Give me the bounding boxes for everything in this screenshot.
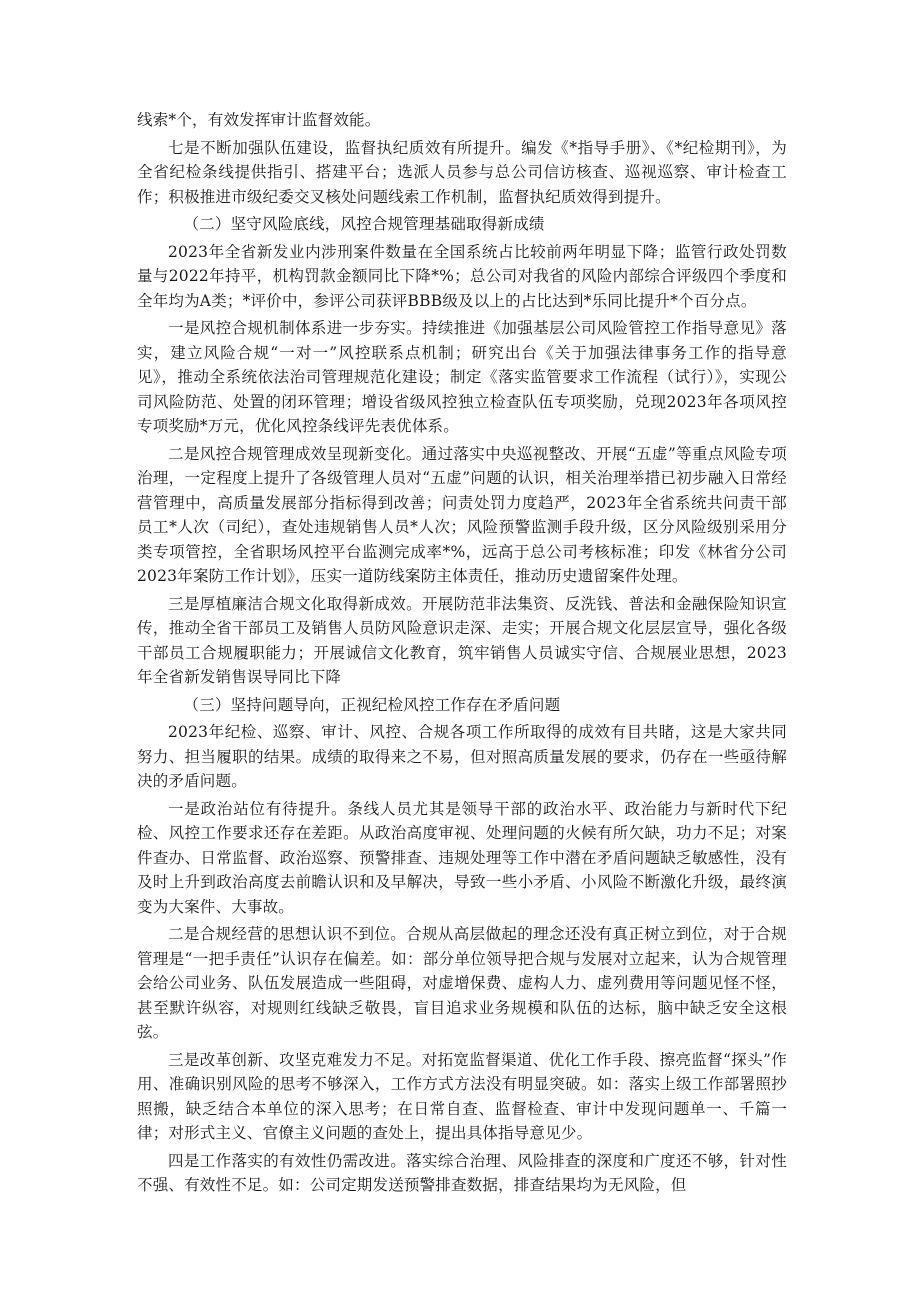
paragraph-compliance-awareness: 二是合规经营的思想认识不到位。合规从高层做起的理念还没有真正树立到位，对于合规管理是“一把手责任”认识存在偏差。如：部分单位领导把合规与发展对立起来，认为合规管理会给公司业务、队伍发展造成一些阻碍，对虚增保费、虚构人力、虚列费用等问题见怪不怪，甚至默许纵容，对规则红线缺乏敬畏，盲目追求业务规模和队伍的达标，脑中缺乏安全这根弦。 (137, 925, 787, 1041)
paragraph-risk-results: 二是风控合规管理成效呈现新变化。通过落实中央巡视整改、开展“五虚”等重点风险专项治理，一定程度上提升了各级管理人员对“五虚”问题的认识，相关治理举措已初步融入日常经营管理中，高质量发展部分指标得到改善；问责处罚力度趋严，2023年全省系统共问责干部员工*人次（司纪），查处违规销售人员*人次；风险预警监测手段升级，区分风险级别采用分类专项管控，全省职场风控平台监测完成率*%，远高于总公司考核标准；印发《林省分公司2023年案防工作计划》，压实一道防线案防主体责任，推动历史遗留案件处理。 (137, 444, 787, 585)
paragraph-compliance-culture: 三是厚植廉洁合规文化取得新成效。开展防范非法集资、反洗钱、普法和金融保险知识宣传，推动全省干部员工及销售人员防风险意识走深、走实；开展合规文化层层宣导，强化各级干部员工合规履职能力；开展诚信文化教育，筑牢销售人员诚实守信、合规展业思想，2023年全省新发销售误导同比下降 (137, 594, 787, 686)
paragraph-risk-summary: 2023年全省新发业内涉刑案件数量在全国系统占比较前两年明显下降；监管行政处罚数量与2022年持平，机构罚款金额同比下降*%；总公司对我省的风险内部综合评级四个季度和全年均为A类；*评价中，参评公司获评BBB级及以上的占比达到*乐同比提升*个百分点。 (137, 242, 787, 310)
paragraph-risk-mechanism: 一是风控合规机制体系进一步夯实。持续推进《加强基层公司风险管控工作指导意见》落实，建立风险合规“一对一”风控联系点机制；研究出台《关于加强法律事务工作的指导意见》，推动全系统依法治司管理规范化建设；制定《落实监管要求工作流程（试行）》，实现公司风险防范、处置的闭环管理；增设省级风控独立检查队伍专项奖励，兑现2023年各项风控专项奖励*万元，优化风控条线评先表优体系。 (137, 319, 787, 435)
paragraph-continuation: 线索*个，有效发挥审计监督效能。 (137, 111, 381, 129)
paragraph-innovation: 三是改革创新、攻坚克难发力不足。对拓宽监督渠道、优化工作手段、擦亮监督“探头”作用、准确识别风险的思考不够深入，工作方式方法没有明显突破。如：落实上级工作部署照抄照搬，缺乏结合本单位的深入思考；在日常自查、监督检查、审计中发现问题单一、千篇一律；对形式主义、官僚主义问题的查处上，提出具体指导意见少。 (137, 1050, 787, 1142)
paragraph-political-stance: 一是政治站位有待提升。条线人员尤其是领导干部的政治水平、政治能力与新时代下纪检、风控工作要求还存在差距。从政治高度审视、处理问题的火候有所欠缺，功力不足；对案件查办、日常监督、政治巡察、预警排查、违规处理等工作中潜在矛盾问题缺乏敏感性，没有及时上升到政治高度去前瞻认识和及早解决，导致一些小矛盾、小风险不断激化升级，最终演变为大案件、大事故。 (137, 799, 787, 916)
section-heading-2: （二）坚守风险底线，风控合规管理基础取得新成绩 (183, 215, 545, 233)
paragraph-problems-intro: 2023年纪检、巡察、审计、风控、合规各项工作所取得的成效有目共睹，这是大家共同努力、担当履职的结果。成绩的取得来之不易，但对照高质量发展的要求，仍存在一些亟待解决的矛盾问题。 (137, 723, 787, 790)
paragraph-team-building: 七是不断加强队伍建设，监督执纪质效有所提升。编发《*指导手册》、《*纪检期刊》，为全省纪检条线提供指引、搭建平台；选派人员参与总公司信访核查、巡视巡察、审计检查工作；积极推进市级纪委交叉核处问题线索工作机制，监督执纪质效得到提升。 (137, 138, 787, 206)
document-body (137, 108, 787, 1201)
paragraph-implementation: 四是工作落实的有效性仍需改进。落实综合治理、风险排查的深度和广度还不够，针对性不强、有效性不足。如：公司定期发送预警排查数据，排查结果均为无风险，但 (137, 1151, 787, 1194)
section-heading-3: （三）坚持问题导向，正视纪检风控工作存在矛盾问题 (183, 695, 561, 714)
